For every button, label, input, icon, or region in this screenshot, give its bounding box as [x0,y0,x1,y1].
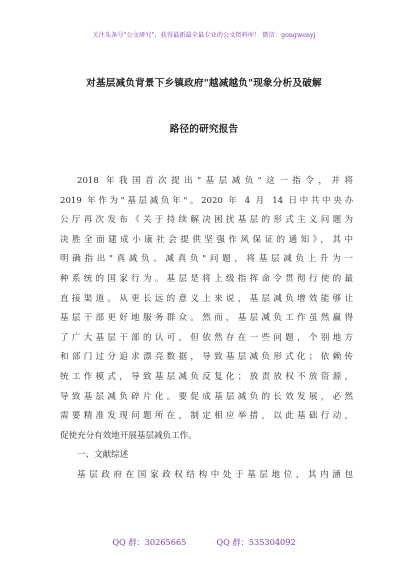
body-line: 2019 年作为"基层减负年"。2020 年 4 月 14 日中共中央办 [60,195,353,206]
document-title-line-2: 路径的研究报告 [169,124,239,135]
body-line: 2018 年我国首次提出"基层减负"这一指令，并将 [77,176,353,186]
body-line: 和部门过分追求漂亮数据，导致基层减负形式化；依赖传 [60,352,353,363]
body-line: 明确指出"真减负、减真负"问题，将基层减负上升为一 [60,254,353,265]
document-body [60,172,353,486]
section-heading: 一、文献综述 [77,450,129,461]
body-line: 统工作模式，导致基层减负反复化；放责放权不放资源， [60,371,353,382]
body-line: 决胜全面建成小康社会提供坚强作风保证的通知》，其中 [60,234,353,245]
body-line: 促使充分有效地开展基层减负工作。 [60,430,197,441]
footer-qq-group-2: QQ 群：535304092 [216,537,296,547]
body-line: 基层干部更好地服务群众。然而，基层减负工作虽然赢得 [60,313,353,324]
body-line: 需要精准发现问题所在，制定相应举措，以此基础行动， [60,411,353,422]
body-line: 种系统的国家行为。基层是将上级指挥命令贯彻行使的最 [60,273,353,284]
page-footer [0,537,408,548]
body-line: 公厅再次发布《关于持续解决困扰基层的形式主义问题为 [60,215,353,226]
body-line: 直接渠道。从更长远的意义上来说，基层减负增效能够让 [60,293,353,304]
page-header-notice: 关注头条号"公文研究"，获得最新最全最专业的公文资料库！ 微信：gongwenyj [92,32,316,39]
footer-qq-group-1: QQ 群：30265665 [112,537,187,547]
body-line: 基层政府在国家政权结构中处于基层地位，其内涵包 [77,469,353,480]
document-title-line-1: 对基层减负背景下乡镇政府"越减越负"现象分析及破解 [86,78,322,89]
body-line: 了广大基层干部的认可，但依然存在一些问题，个别地方 [60,332,353,343]
body-line: 导致基层减负碎片化。要促成基层减负的长效发展，必然 [60,391,353,402]
